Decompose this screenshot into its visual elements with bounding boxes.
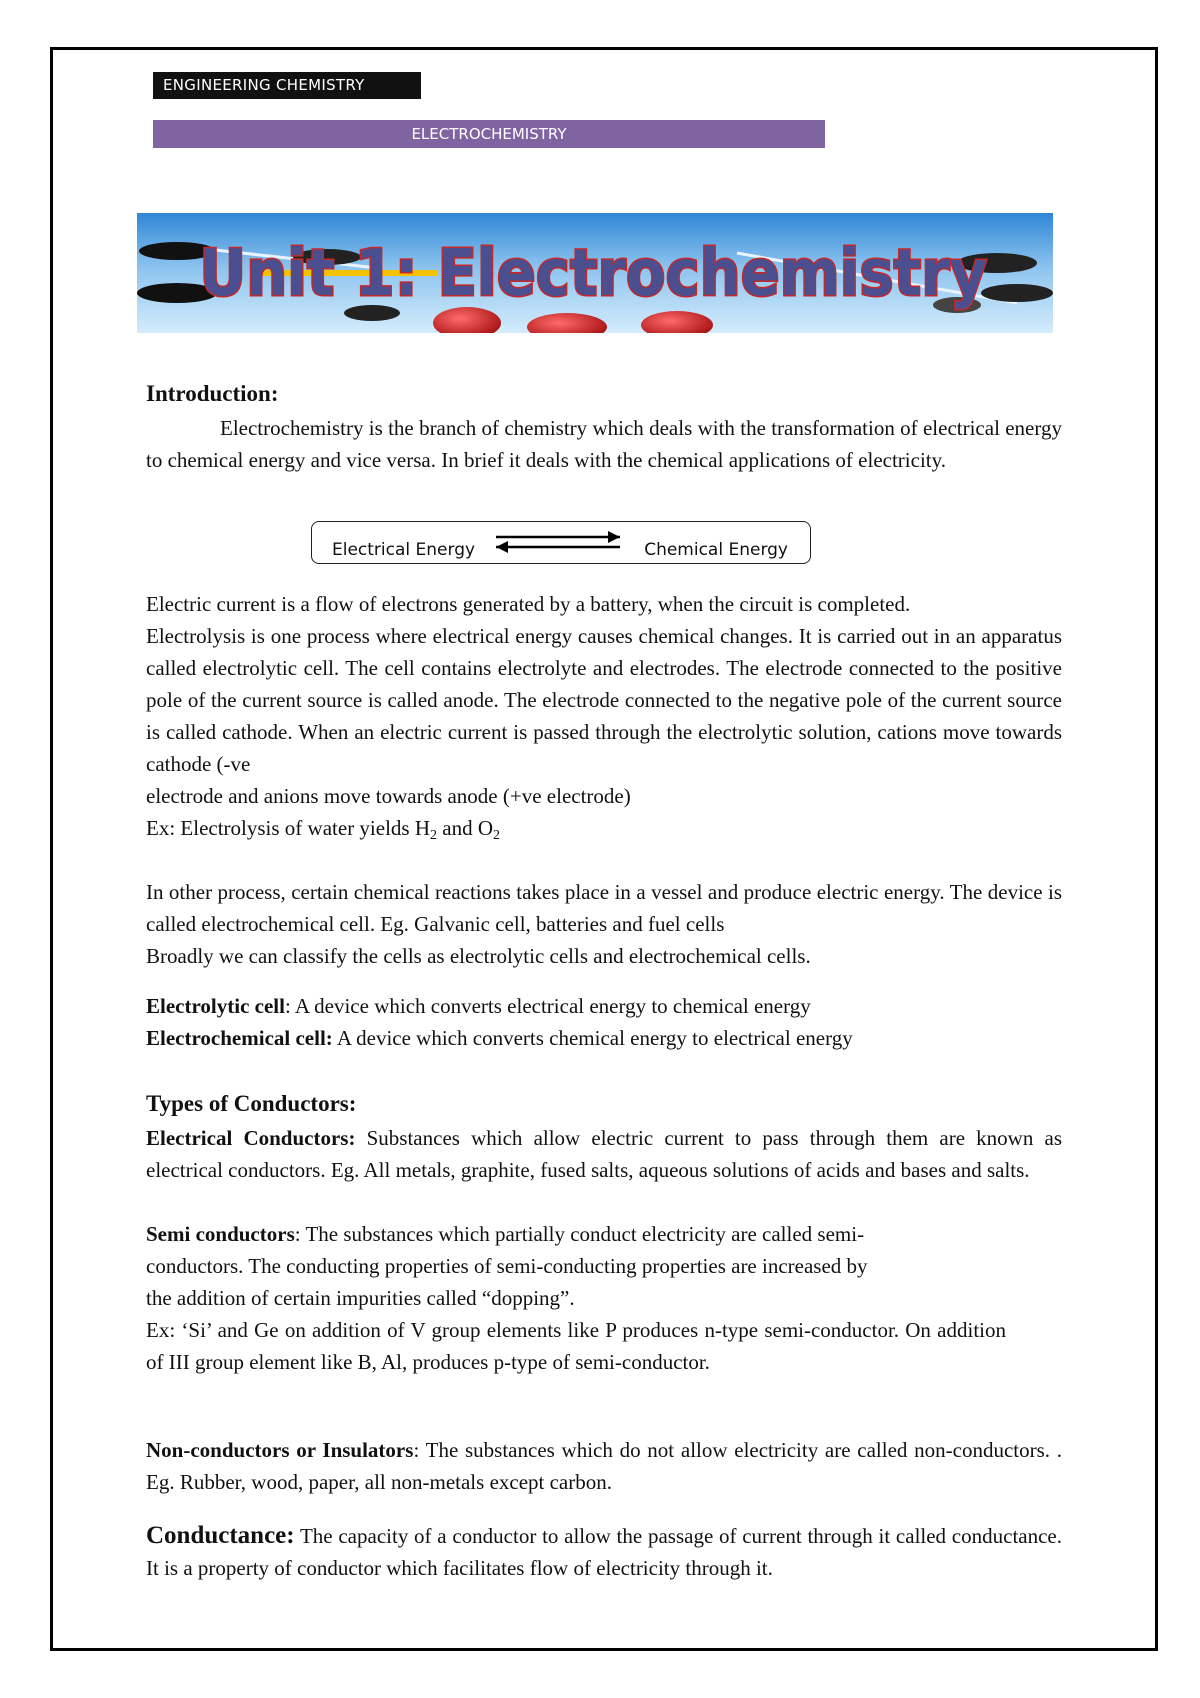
term-electrical-conductors: Electrical Conductors:	[146, 1126, 356, 1150]
electrolysis-paragraph-end: electrode and anions move towards anode (+ve electrode)	[146, 784, 631, 808]
electrical-conductors-paragraph	[146, 1122, 1062, 1186]
semiconductors-line3: the addition of certain impurities called “dopping”.	[146, 1286, 575, 1310]
subscript-2: 2	[430, 828, 438, 843]
conductance-paragraph	[146, 1520, 1062, 1584]
example-text: Ex: Electrolysis of water yields H	[146, 816, 431, 840]
definition-text: : The substances which do not allow electricity are called non-conductors. . Eg. Rubber, wood, paper, all non-metals except carbon.	[146, 1438, 1063, 1494]
electrolysis-paragraph: Electrolysis is one process where electrical energy causes chemical changes. It is carried out in an apparatus called electrolytic cell. The cell contains electrolyte and electrodes. The electrode connected to the positive pole of the current source is called anode. The electrode connected to the negative pole of the current source is called cathode. When an electric current is passed through the electrolytic solution, cations move towards cathode (-ve	[146, 624, 1062, 776]
definition-text: The capacity of a conductor to allow the passage of current through it called conductance. It is a property of conductor which facilitates flow of electricity through it.	[146, 1524, 1062, 1580]
electric-current-line: Electric current is a flow of electrons generated by a battery, when the circuit is completed.	[146, 592, 911, 616]
banner-title: Unit 1: Electrochemistry	[199, 236, 988, 311]
semiconductors-example: Ex: ‘Si’ and Ge on addition of V group elements like P produces n-type semi-conductor. On addition of III group element like B, Al, produces p-type of semi-conductor.	[146, 1318, 1006, 1374]
classification-line: Broadly we can classify the cells as electrolytic cells and electrochemical cells.	[146, 944, 811, 968]
insulators-paragraph	[146, 1434, 1062, 1498]
definition-electrochemical-cell	[146, 1022, 1062, 1054]
semiconductors-line1	[146, 1218, 1062, 1250]
electrochemical-paragraph: In other process, certain chemical reactions takes place in a vessel and produce electric energy. The device is called electrochemical cell. Eg. Galvanic cell, batteries and fuel cells	[146, 880, 1062, 936]
definition-electrolytic-cell	[146, 990, 1062, 1022]
definition-text: A device which converts chemical energy to electrical energy	[332, 1026, 853, 1050]
definition-text: : A device which converts electrical energy to chemical energy	[284, 994, 811, 1018]
unit-banner	[137, 213, 1053, 333]
chemical-energy-label: Chemical Energy	[644, 540, 788, 560]
example-text-and: and O	[437, 816, 494, 840]
term-semiconductors: Semi conductors	[146, 1222, 295, 1246]
term-insulators: Non-conductors or Insulators	[146, 1438, 414, 1462]
chapter-header: ELECTROCHEMISTRY	[153, 120, 825, 148]
semiconductors-line2: conductors. The conducting properties of semi-conducting properties are increased by	[146, 1254, 868, 1278]
conductors-heading: Types of Conductors:	[146, 1091, 357, 1116]
energy-conversion-box	[311, 521, 811, 564]
course-header: ENGINEERING CHEMISTRY	[153, 72, 421, 99]
subscript-2: 2	[493, 828, 501, 843]
intro-heading: Introduction:	[146, 381, 279, 406]
term-conductance: Conductance:	[146, 1522, 295, 1549]
definition-text: Substances which allow electric current to pass through them are known as electrical conductors. Eg. All metals, graphite, fused salts, aqueous solutions of acids and bases and salts.	[146, 1126, 1062, 1182]
term-electrolytic-cell: Electrolytic cell	[146, 994, 285, 1018]
definition-text: : The substances which partially conduct electricity are called semi-	[294, 1222, 865, 1246]
term-electrochemical-cell: Electrochemical cell:	[146, 1026, 333, 1050]
double-arrow-icon	[488, 528, 628, 556]
intro-paragraph: Electrochemistry is the branch of chemistry which deals with the transformation of electrical energy to chemical energy and vice versa. In brief it deals with the chemical applications of electricity.	[146, 416, 1062, 472]
electrolysis-example	[146, 812, 1062, 844]
electrical-energy-label: Electrical Energy	[332, 540, 476, 560]
